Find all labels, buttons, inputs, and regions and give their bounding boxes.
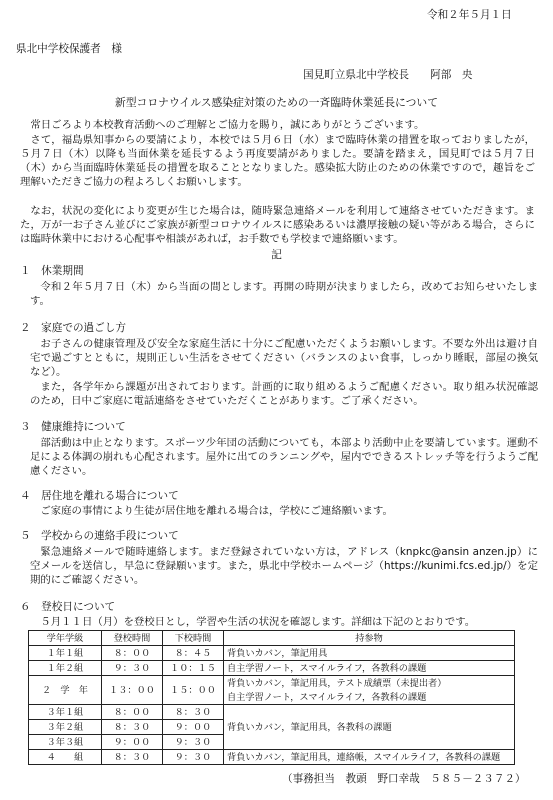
departure-time-cell: ８：３０ — [163, 705, 224, 720]
arrival-time-cell: ８：３０ — [102, 720, 163, 735]
arrival-time-cell: ９：３０ — [102, 661, 163, 676]
table-header: 登校時間 — [102, 631, 163, 646]
intro-paragraph-3: なお，状況の変化により変更が生じた場合は，随時緊急連絡メールを利用して連絡させていただきます。また，万が一お子さん並びにご家族が新型コロナウイルスに感染あるいは濃厚接触の疑い等がある場合，さらには臨時休業中における心配事や相談があれば，お手数でも学校まで連絡願います。 — [20, 205, 535, 245]
class-cell: ４ 組 — [29, 750, 102, 765]
items-cell: 背負いカバン，筆記用具，連絡帳，スマイルライフ，各教科の課題 — [224, 750, 515, 765]
class-cell: １年１組 — [29, 646, 102, 661]
arrival-time-cell: ８：００ — [102, 646, 163, 661]
table-header: 学年学級 — [29, 631, 102, 646]
arrival-time-cell: ８：００ — [102, 705, 163, 720]
items-cell: 背負いカバン，筆記用具，各教科の課題 — [224, 705, 515, 750]
table-row — [29, 750, 515, 765]
class-cell: １年２組 — [29, 661, 102, 676]
departure-time-cell: ９：３０ — [163, 735, 224, 750]
table-row — [29, 646, 515, 661]
intro-paragraph-2: さて，福島県知事からの要請により，本校では５月６日（水）まで臨時休業の措置を取っておりましたが，５月７日（木）以降も当面休業を延長するよう再度要請がありました。要請を踏まえ，国見町では５月７日（木）から当面臨時休業延長の措置を取ることとなりました。感染拡大防止のための休業ですので，趣旨をご理解いただきご協力の程よろしくお願いします。 — [20, 134, 535, 188]
class-cell: ２ 学 年 — [29, 676, 102, 705]
arrival-time-cell: ９：００ — [102, 735, 163, 750]
section-heading: ２ 家庭での過ごし方 — [20, 322, 126, 334]
arrival-time-cell: ８：３０ — [102, 750, 163, 765]
section-body: 部活動は中止となります。スポーツ少年団の活動についても，本部より活動中止を要請しています。運動不足による体調の崩れも心配されます。屋外に出てのランニングや，屋内でできるストレッチ等を行うようご配慮ください。 — [30, 437, 538, 477]
departure-time-cell: １５：００ — [163, 676, 224, 705]
document-title: 新型コロナウイルス感染症対策のための一斉臨時休業延長について — [114, 96, 439, 109]
section-heading: １ 休業期間 — [20, 265, 84, 277]
section-body: ご家庭の事情により生徒が居住地を離れる場合は，学校にご連絡願います。 — [40, 505, 393, 517]
section-heading: ５ 学校からの連絡手段について — [20, 530, 179, 542]
section-body: 令和２年５月７日（木）から当面の間とします。再開の時期が決まりましたら，改めてお知らせいたします。 — [30, 281, 538, 307]
table-header-row — [29, 631, 515, 646]
departure-time-cell: ８：４５ — [163, 646, 224, 661]
section-heading: ４ 居住地を離れる場合について — [20, 490, 179, 502]
table-row — [29, 661, 515, 676]
schedule-table — [28, 630, 515, 765]
sender: 国見町立県北中学校長 阿部 央 — [303, 69, 473, 81]
table-header: 下校時間 — [163, 631, 224, 646]
ki-heading: 記 — [271, 249, 282, 261]
class-cell: ３年３組 — [29, 735, 102, 750]
departure-time-cell: １０：１５ — [163, 661, 224, 676]
contact-footer: （事務担当 教頭 野口幸哉 ５８５－２３７２） — [282, 773, 526, 785]
section-heading: ３ 健康維持について — [20, 421, 126, 433]
departure-time-cell: ９：３０ — [163, 750, 224, 765]
section-body: ５月１１日（月）を登校日とし，学習や生活の状況を確認します。詳細は下記のとおりです。 — [40, 616, 476, 628]
intro-paragraph-1: 常日ごろより本校教育活動へのご理解とご協力を賜り，誠にありがとうございます。 — [30, 119, 425, 131]
class-cell: ３年１組 — [29, 705, 102, 720]
items-cell: 自主学習ノート，スマイルライフ，各教科の課題 — [224, 690, 515, 705]
items-cell: 背負いカバン，筆記用具 — [224, 646, 515, 661]
table-row — [29, 676, 515, 691]
section-body: お子さんの健康管理及び安全な家庭生活に十分にご配慮いただくようお願いします。不要な外出は避け自宅で過ごすとともに，規則正しい生活をさせてください（バランスのよい食事，しっかり睡眠，部屋の換気など）。 — [30, 338, 538, 378]
document-date: 令和２年５月１日 — [427, 9, 512, 21]
departure-time-cell: ９：００ — [163, 720, 224, 735]
addressee: 県北中学校保護者 様 — [16, 43, 122, 55]
section-body: 緊急連絡メールで随時連絡します。まだ登録されていない方は，アドレス（knpkc@ansin anzen.jp）に空メールを送信し，早急に登録願います。また，県北中学校ホームページ（https://kunimi.fcs.ed.jp/）を定期的にご確認ください。 — [30, 546, 538, 586]
arrival-time-cell: １３：００ — [102, 676, 163, 705]
class-cell: ３年２組 — [29, 720, 102, 735]
table-header: 持参物 — [224, 631, 515, 646]
table-row — [29, 705, 515, 720]
section-heading: ６ 登校日について — [20, 601, 116, 613]
items-cell: 背負いカバン，筆記用具，テスト成績票（未提出者） — [224, 676, 515, 691]
items-cell: 自主学習ノート，スマイルライフ，各教科の課題 — [224, 661, 515, 676]
section-body: また，各学年から課題が出されております。計画的に取り組めるようご配慮ください。取り組み状況確認のため，日中ご家庭に電話連絡をさせていただくことがあります。ご了承ください。 — [30, 381, 538, 407]
